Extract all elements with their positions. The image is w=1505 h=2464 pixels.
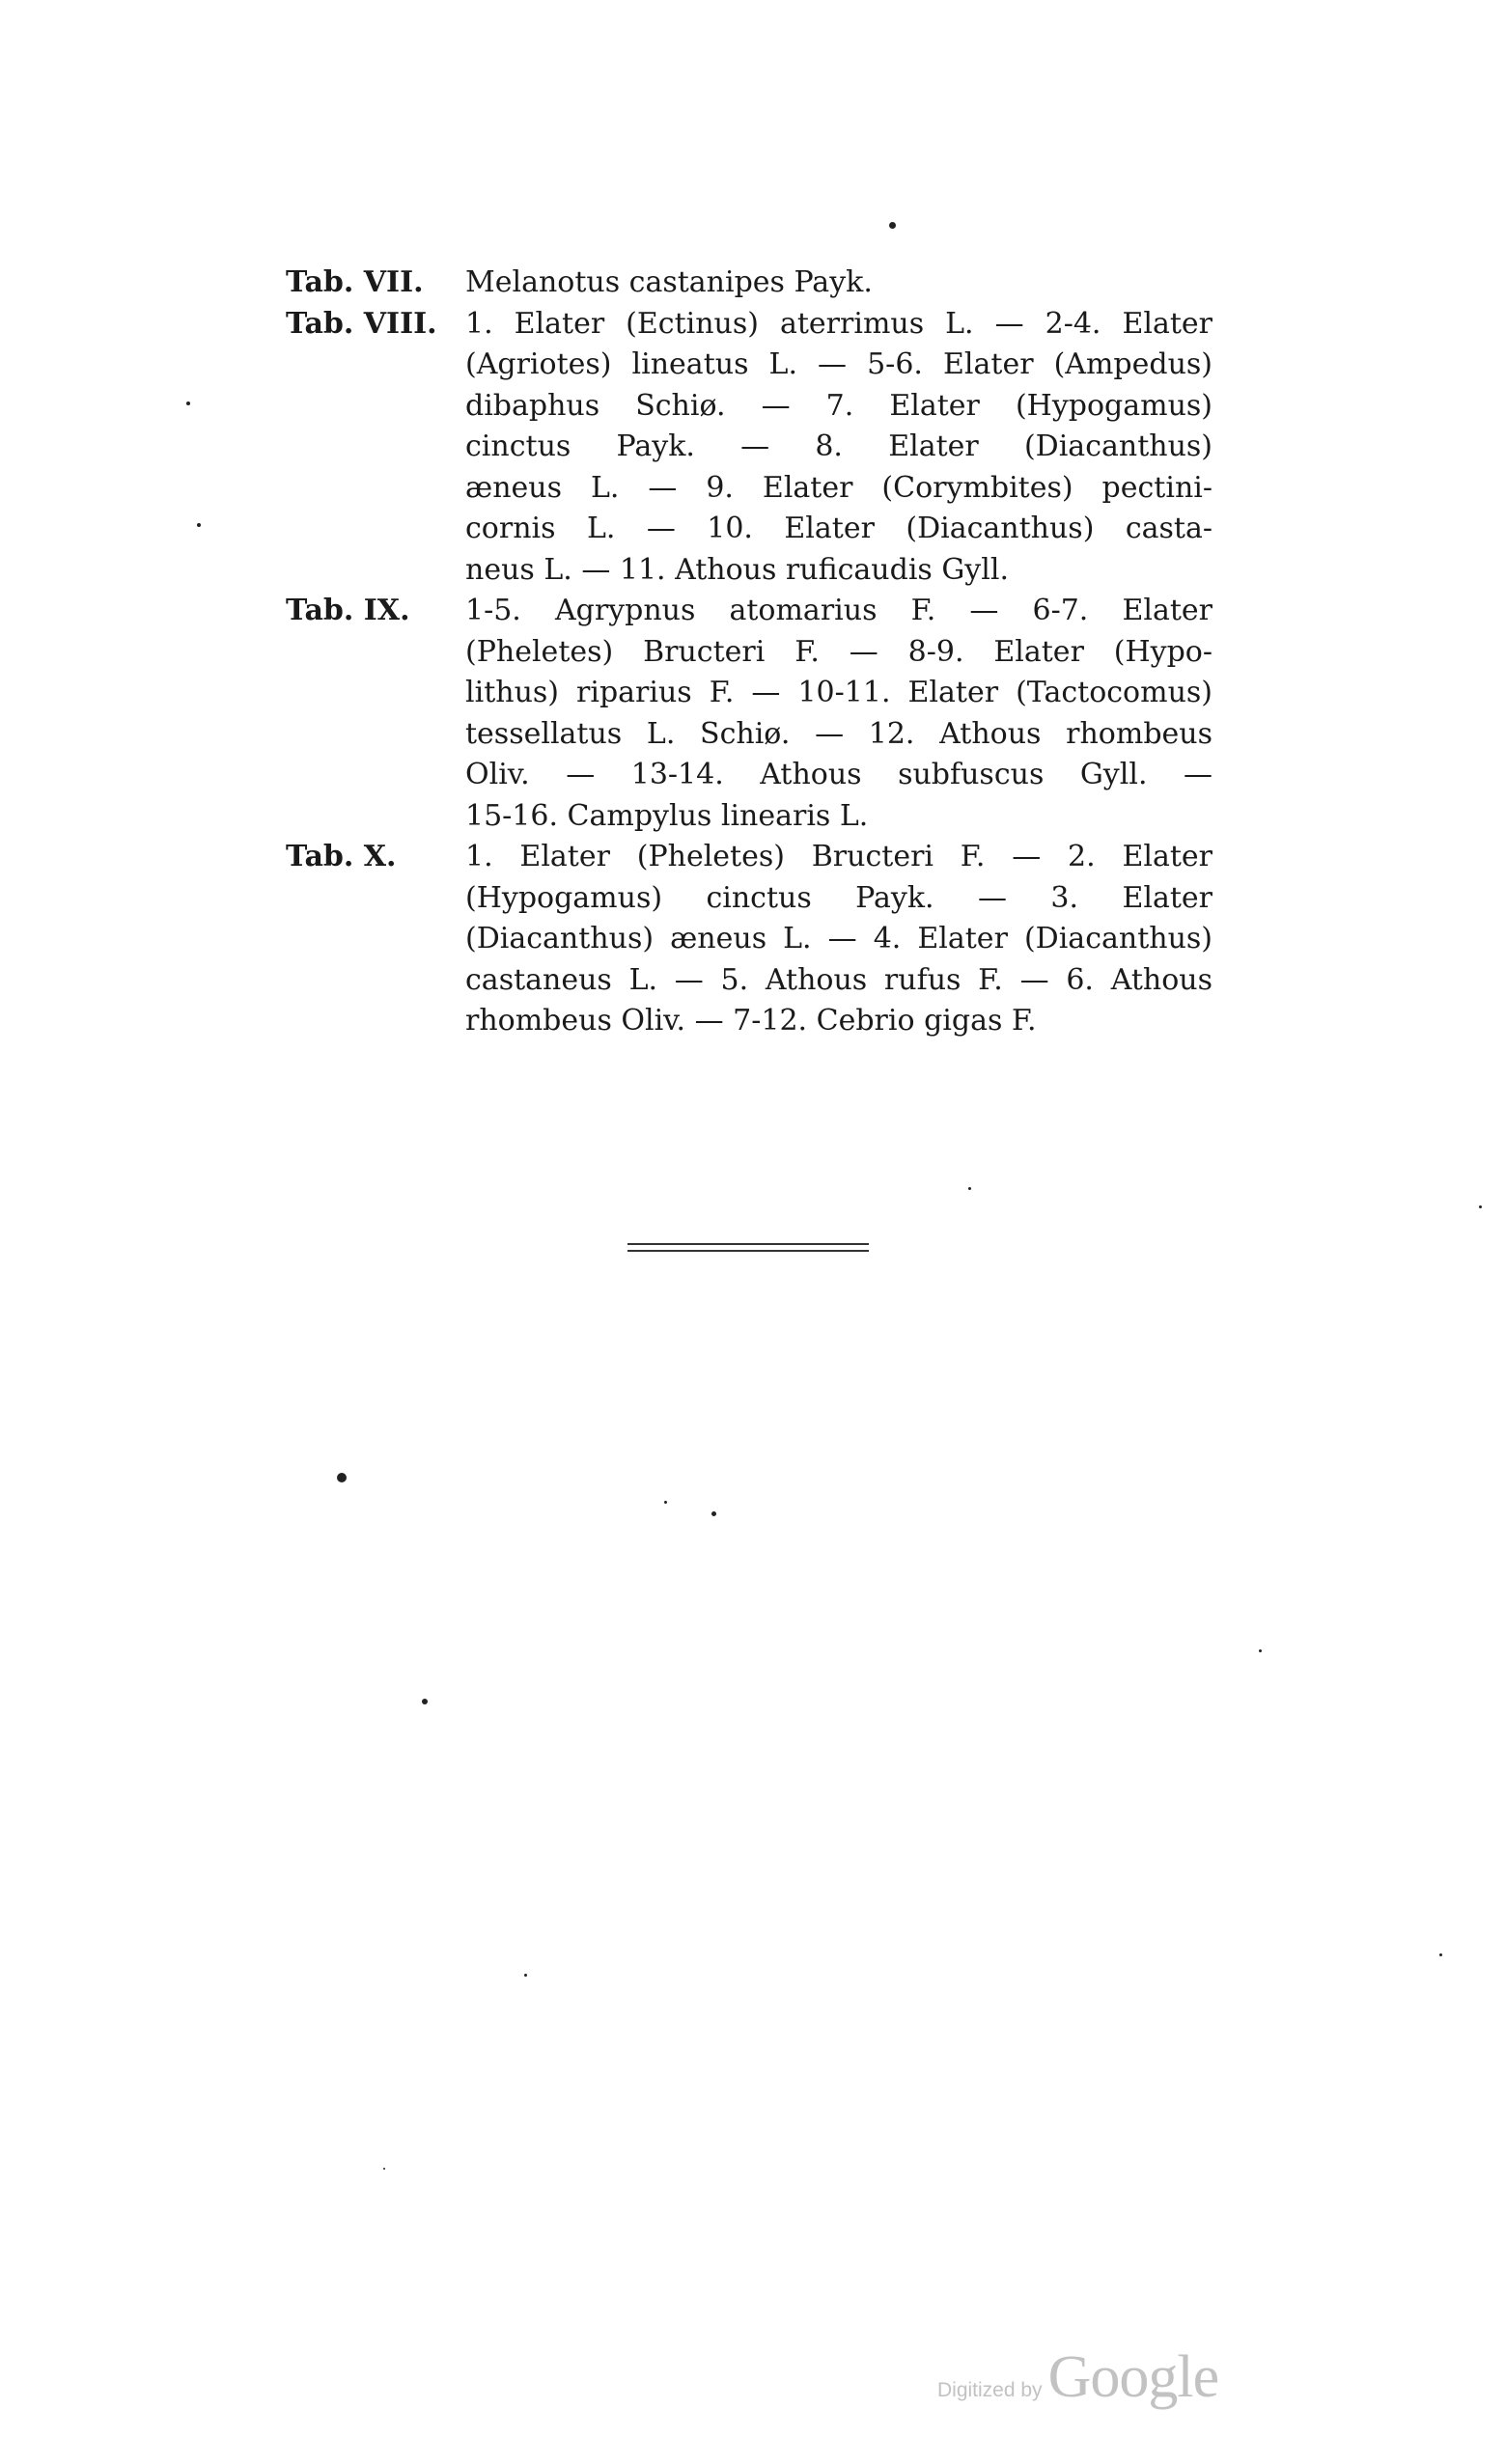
scan-speck	[1439, 1953, 1442, 1956]
scan-speck	[524, 1974, 527, 1977]
scan-speck	[186, 401, 190, 405]
plate-description	[465, 591, 1212, 837]
digitized-watermark	[937, 2343, 1218, 2412]
scan-speck	[889, 222, 896, 229]
scan-speck	[337, 1473, 347, 1482]
description-line: (Hypogamus) cinctus Payk. — 3. Elater	[465, 880, 1212, 915]
divider-rule	[627, 1250, 869, 1252]
description-line: Oliv. — 13-14. Athous subfuscus Gyll. —	[465, 758, 1212, 791]
scan-speck	[664, 1501, 667, 1504]
plate-description	[465, 263, 1212, 304]
description-line: Melanotus castanipes Payk.	[465, 265, 873, 299]
plate-label: Tab. IX.	[286, 594, 410, 627]
divider-rule	[627, 1243, 869, 1245]
description-line: cinctus Payk. — 8. Elater (Diacanthus)	[465, 429, 1212, 463]
scan-speck	[383, 2168, 385, 2170]
description-line: cornis L. — 10. Elater (Diacanthus) casta-	[465, 512, 1212, 545]
plate-entry-x	[286, 837, 1212, 1042]
plate-entry-viii	[286, 304, 1212, 592]
watermark-prefix: Digitized by	[937, 2379, 1043, 2401]
google-logo: Google	[1047, 2344, 1219, 2410]
description-line: 1. Elater (Ectinus) aterrimus L. — 2-4. Elater	[465, 306, 1212, 341]
description-line: neus L. — 11. Athous ruficaudis Gyll.	[465, 552, 1009, 587]
plate-label: Tab. X.	[286, 840, 397, 873]
description-line: 1-5. Agrypnus atomarius F. — 6-7. Elater	[465, 594, 1212, 627]
description-line: 1. Elater (Pheletes) Bructeri F. — 2. Elater	[465, 840, 1212, 873]
description-line: tessellatus L. Schiø. — 12. Athous rhombeus	[465, 716, 1212, 751]
plate-index	[286, 263, 1212, 1042]
description-line: (Pheletes) Bructeri F. — 8-9. Elater (Hypo-	[465, 634, 1212, 669]
plate-entry-vii	[286, 263, 1212, 304]
scan-speck	[197, 523, 201, 527]
description-line: castaneus L. — 5. Athous rufus F. — 6. Athous	[465, 962, 1212, 997]
scan-speck	[968, 1187, 971, 1190]
description-line: æneus L. — 9. Elater (Corymbites) pectini-	[465, 470, 1212, 505]
plate-description	[465, 837, 1212, 1042]
description-line: (Diacanthus) æneus L. — 4. Elater (Diacanthus)	[465, 922, 1212, 955]
scan-speck	[1479, 1205, 1482, 1208]
plate-label: Tab. VII.	[286, 265, 424, 299]
description-line: (Agriotes) lineatus L. — 5-6. Elater (Ampedus)	[465, 347, 1212, 381]
plate-entry-ix	[286, 591, 1212, 837]
description-line: 15-16. Campylus linearis L.	[465, 798, 869, 833]
description-line: rhombeus Oliv. — 7-12. Cebrio gigas F.	[465, 1004, 1037, 1038]
description-line: lithus) riparius F. — 10-11. Elater (Tactocomus)	[465, 676, 1212, 709]
scan-speck	[711, 1511, 716, 1516]
scan-speck	[422, 1699, 428, 1704]
plate-description	[465, 304, 1212, 592]
scan-speck	[1259, 1649, 1262, 1652]
plate-label: Tab. VIII.	[286, 306, 437, 341]
description-line: dibaphus Schiø. — 7. Elater (Hypogamus)	[465, 388, 1212, 423]
